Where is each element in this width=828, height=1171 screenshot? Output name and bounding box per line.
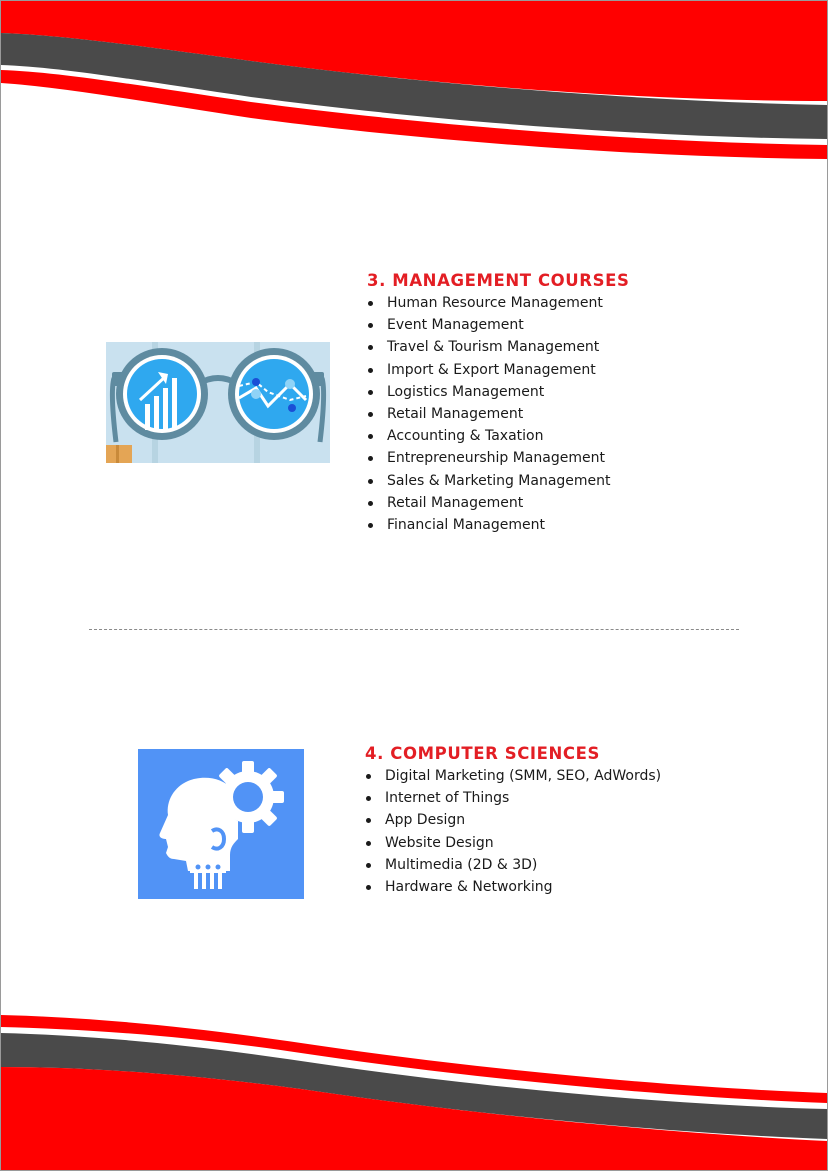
computer-sciences-course-list bbox=[366, 765, 661, 898]
top-wave-banner bbox=[1, 1, 827, 171]
bullet-icon bbox=[368, 368, 373, 373]
list-item: Hardware & Networking bbox=[366, 876, 661, 898]
eyeglasses-growth-chart-icon bbox=[106, 342, 330, 463]
list-item: Internet of Things bbox=[366, 787, 661, 809]
bullet-icon bbox=[368, 523, 373, 528]
list-item: Accounting & Taxation bbox=[368, 425, 611, 447]
list-item: Financial Management bbox=[368, 514, 611, 536]
management-course-list bbox=[368, 292, 611, 536]
bullet-icon bbox=[366, 796, 371, 801]
list-item: Logistics Management bbox=[368, 381, 611, 403]
bullet-icon bbox=[368, 301, 373, 306]
bottom-wave-banner bbox=[1, 1001, 827, 1170]
section-title-management: 3. MANAGEMENT COURSES bbox=[367, 271, 630, 290]
list-item: Travel & Tourism Management bbox=[368, 336, 611, 358]
list-item: Digital Marketing (SMM, SEO, AdWords) bbox=[366, 765, 661, 787]
bullet-icon bbox=[368, 345, 373, 350]
bullet-icon bbox=[366, 841, 371, 846]
list-item: Multimedia (2D & 3D) bbox=[366, 854, 661, 876]
list-item: Entrepreneurship Management bbox=[368, 447, 611, 469]
bullet-icon bbox=[368, 390, 373, 395]
section-divider bbox=[89, 629, 739, 630]
ai-head-gear-icon bbox=[138, 749, 304, 899]
list-item: Sales & Marketing Management bbox=[368, 470, 611, 492]
bullet-icon bbox=[368, 434, 373, 439]
list-item: Import & Export Management bbox=[368, 359, 611, 381]
list-item: Website Design bbox=[366, 832, 661, 854]
bullet-icon bbox=[366, 885, 371, 890]
bullet-icon bbox=[368, 412, 373, 417]
bullet-icon bbox=[368, 501, 373, 506]
list-item: Retail Management bbox=[368, 492, 611, 514]
list-item: App Design bbox=[366, 809, 661, 831]
list-item: Event Management bbox=[368, 314, 611, 336]
bullet-icon bbox=[366, 818, 371, 823]
bullet-icon bbox=[368, 323, 373, 328]
bullet-icon bbox=[366, 774, 371, 779]
list-item: Human Resource Management bbox=[368, 292, 611, 314]
bullet-icon bbox=[368, 479, 373, 484]
section-title-computer-sciences: 4. COMPUTER SCIENCES bbox=[365, 744, 600, 763]
bullet-icon bbox=[366, 863, 371, 868]
bullet-icon bbox=[368, 456, 373, 461]
list-item: Retail Management bbox=[368, 403, 611, 425]
